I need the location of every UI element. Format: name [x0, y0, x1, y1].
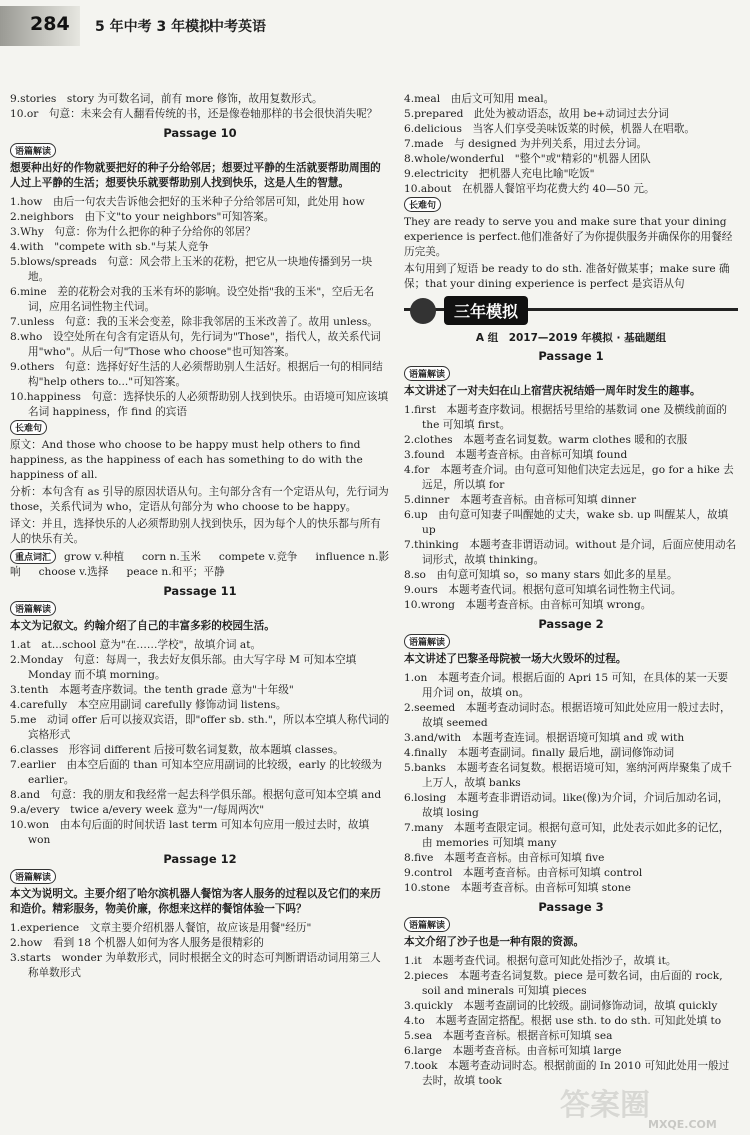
section-label: 语篇解读 — [10, 601, 56, 616]
passage-intro: 想要种出好的作物就要把好的种子分给邻居；想要过平静的生活就要帮助周围的人过上平静的生活；想要快乐就要帮助别人找到快乐，这是人生的智慧。 — [10, 162, 381, 189]
label-row — [10, 869, 390, 885]
vocab-word: compete v.竞争 — [218, 551, 298, 563]
passage-intro: 本文为说明文。主要介绍了哈尔滨机器人餐馆为客人服务的过程以及它们的来历和造价。精彩服务，物美价廉，你想来这样的餐馆体验一下吗？ — [10, 888, 381, 915]
note-text: 分析：本句含有 as 引导的原因状语从句。主句部分含有一个定语从句，先行词为 those，关系代词为 who，定语从句部分为 who choose to be happy。 — [10, 486, 389, 513]
answer-entry: 4.carefully 本空应用副词 carefully 修饰动词 listens。 — [10, 699, 287, 711]
group-title: A 组 2017—2019 年模拟 · 基础题组 — [475, 332, 667, 344]
answer-entry: 1.experience 文章主要介绍机器人餐馆，故应该是用餐"经历" — [10, 922, 312, 934]
answer-entry: 2.seemed 本题考查动词时态。根据语境可知此处应用一般过去时，故填 seemed — [404, 702, 731, 729]
subject-title: 中考英语 — [210, 19, 266, 35]
passage-title: Passage 11 — [163, 584, 237, 598]
answer-entry: 8.five 本题考查音标。由音标可知填 five — [404, 852, 605, 864]
passage-intro: 本文讲述了一对夫妇在山上宿营庆祝结婚一周年时发生的趣事。 — [404, 385, 701, 397]
passage-title: Passage 10 — [163, 126, 237, 140]
section-label: 语篇解读 — [10, 143, 56, 158]
vocab-word: influence n.影响 — [10, 551, 390, 578]
vocab-word: choose v.选择 — [38, 566, 109, 578]
vocab-word: peace n.和平；平静 — [126, 566, 225, 578]
answer-entry: 2.pieces 本题考查名词复数。piece 是可数名词，由后面的 rock, soil and minerals 可知填 pieces — [404, 970, 723, 997]
note-label: 长难句 — [10, 420, 47, 435]
answer-entry: 7.earlier 由本空后面的 than 可知本空应用副词的比较级，early 的比较级为 earlier。 — [10, 759, 383, 786]
note-text: They are ready to serve you and make sure that your dining experience is perfect.他们准备好了为你提供服务并确保你的用餐经历完美。 — [404, 216, 733, 258]
answer-entry: 10.about 在机器人餐馆平均花费大约 40—50 元。 — [404, 183, 655, 195]
note-label-row — [404, 197, 738, 213]
answer-entry: 1.first 本题考查序数词。根据括号里给的基数词 one 及横线前面的 the 可知填 first。 — [404, 404, 727, 431]
section-label: 语篇解读 — [404, 917, 450, 932]
answer-entry: 7.took 本题考查动词时态。根据前面的 In 2010 可知此处用一般过去时，故填 took — [404, 1060, 730, 1087]
answer-entry: 9.ours 本题考查代词。根据句意可知填名词性物主代词。 — [404, 584, 682, 596]
vocab-word: corn n.玉米 — [141, 551, 201, 563]
answer-entry: 4.meal 由后文可知用 meal。 — [404, 93, 555, 105]
section-banner — [404, 296, 738, 326]
answer-entry: 10.won 由本句后面的时间状语 last term 可知本句应用一般过去时，故填 won — [10, 819, 370, 846]
answer-entry: 3.tenth 本题考查序数词。the tenth grade 意为"十年级" — [10, 684, 294, 696]
answer-entry: 3.found 本题考查音标。由音标可知填 found — [404, 449, 628, 461]
answer-entry: 10.stone 本题考查音标。由音标可知填 stone — [404, 882, 631, 894]
answer-entry: 8.whole/wonderful "整个"或"精彩的"机器人团队 — [404, 153, 651, 165]
answer-entry: 9.stories story 为可数名词，前有 more 修饰，故用复数形式。 — [10, 93, 323, 105]
answer-entry: 5.prepared 此处为被动语态，故用 be+动词过去分词 — [404, 108, 669, 120]
answer-entry: 9.control 本题考查音标。由音标可知填 control — [404, 867, 643, 879]
answer-entry: 5.banks 本题考查名词复数。根据语境可知，塞纳河两岸聚集了成千上万人，故填 banks — [404, 762, 732, 789]
answer-entry: 1.how 由后一句农夫告诉他会把好的玉米种子分给邻居可知，此处用 how — [10, 196, 365, 208]
answer-entry: 7.thinking 本题考查非谓语动词。without 是介词，后面应使用动名词形式，故填 thinking。 — [404, 539, 737, 566]
answer-entry: 3.quickly 本题考查副词的比较级。副词修饰动词，故填 quickly — [404, 1000, 718, 1012]
answer-entry: 7.many 本题考查限定词。根据句意可知，此处表示如此多的记忆，由 memories 可知填 many — [404, 822, 730, 849]
vocab-label: 重点词汇 — [10, 549, 56, 564]
label-row — [10, 601, 390, 617]
banner-badge-icon — [410, 298, 436, 324]
passage-title: Passage 1 — [538, 349, 604, 363]
answer-entry: 9.others 句意：选择好好生活的人必须帮助别人生活好。根据后一句的相同结构"help others to..."可知答案。 — [10, 361, 383, 388]
note-text: 原文：And those who choose to be happy must help others to find happiness, as the happiness of each has something to do with the happiness of all. — [10, 439, 363, 481]
answer-entry: 2.how 看到 18 个机器人如何为客人服务是很精彩的 — [10, 937, 264, 949]
section-label: 语篇解读 — [404, 366, 450, 381]
note-label: 长难句 — [404, 197, 441, 212]
answer-entry: 8.so 由句意可知填 so，so many stars 如此多的星星。 — [404, 569, 678, 581]
answer-entry: 4.finally 本题考查副词。finally 最后地，副词修饰动词 — [404, 747, 675, 759]
answer-entry: 7.made 与 designed 为并列关系，用过去分词。 — [404, 138, 648, 150]
section-label: 语篇解读 — [10, 869, 56, 884]
answer-entry: 3.starts wonder 为单数形式，同时根据全文的时态可判断谓语动词用第三人称单数形式 — [10, 952, 381, 979]
answer-entry: 9.a/every twice a/every week 意为"一/每周两次" — [10, 804, 265, 816]
answer-entry: 10.wrong 本题考查音标。由音标可知填 wrong。 — [404, 599, 652, 611]
right-column — [404, 92, 738, 1089]
vocab-row — [10, 549, 390, 580]
passage-intro: 本文介绍了沙子也是一种有限的资源。 — [404, 936, 585, 948]
watermark-url: MXQE.COM — [648, 1118, 717, 1131]
answer-entry: 10.or 句意：未来会有人翻看传统的书，还是像卷轴那样的书会很快消失呢？ — [10, 108, 378, 120]
banner-title: 三年模拟 — [444, 296, 528, 325]
answer-entry: 4.with "compete with sb."与某人竞争 — [10, 241, 209, 253]
passage-title: Passage 2 — [538, 617, 604, 631]
answer-entry: 2.Monday 句意：每周一，我去好友俱乐部。由大写字母 M 可知本空填 Monday 而不填 morning。 — [10, 654, 357, 681]
passage-title: Passage 12 — [163, 852, 237, 866]
answer-entry: 5.sea 本题考查音标。根据音标可知填 sea — [404, 1030, 613, 1042]
note-text: 译文：并且，选择快乐的人必须帮助别人找到快乐，因为每个人的快乐都与所有人的快乐有关。 — [10, 518, 381, 545]
answer-entry: 6.losing 本题考查非谓语动词。like(像)为介词，介词后加动名词，故填 losing — [404, 792, 729, 819]
answer-entry: 6.classes 形容词 different 后接可数名词复数，故本题填 classes。 — [10, 744, 344, 756]
answer-entry: 10.happiness 句意：选择快乐的人必须帮助别人找到快乐。由语境可知应该填名词 happiness，作 find 的宾语 — [10, 391, 389, 418]
vocab-word: grow v.种植 — [64, 551, 124, 563]
label-row — [404, 634, 738, 650]
page-header — [0, 0, 750, 48]
series-title: 5 年中考 3 年模拟 — [95, 19, 214, 35]
answer-entry: 1.on 本题考查介词。根据后面的 Apri 15 可知，在具体的某一天要用介词 on，故填 on。 — [404, 672, 729, 699]
answer-entry: 3.and/with 本题考查连词。根据语境可知填 and 或 with — [404, 732, 685, 744]
answer-entry: 5.dinner 本题考查音标。由音标可知填 dinner — [404, 494, 637, 506]
answer-entry: 6.mine 差的花粉会对我的玉米有坏的影响。设空处指"我的玉米"，空后无名词，应用名词性物主代词。 — [10, 286, 375, 313]
note-text: 本句用到了短语 be ready to do sth. 准备好做某事；make sure 确保；that your dining experience is perfect 是宾语从句 — [404, 263, 730, 290]
answer-entry: 6.up 由句意可知妻子叫醒她的丈夫，wake sb. up 叫醒某人，故填 up — [404, 509, 729, 536]
answer-entry: 4.to 本题考查固定搭配。根据 use sth. to do sth. 可知此处填 to — [404, 1015, 722, 1027]
answer-entry: 9.electricity 把机器人充电比喻"吃饭" — [404, 168, 595, 180]
passage-intro: 本文讲述了巴黎圣母院被一场大火毁坏的过程。 — [404, 653, 627, 665]
answer-entry: 5.blows/spreads 句意：风会带上玉米的花粉，把它从一块地传播到另一块地。 — [10, 256, 373, 283]
note-label-row — [10, 420, 390, 436]
answer-entry: 6.large 本题考查音标。由音标可知填 large — [404, 1045, 622, 1057]
answer-entry: 2.neighbors 由下文"to your neighbors"可知答案。 — [10, 211, 275, 223]
answer-entry: 8.and 句意：我的朋友和我经常一起去科学俱乐部。根据句意可知本空填 and — [10, 789, 382, 801]
answer-entry: 5.me 动词 offer 后可以接双宾语，即"offer sb. sth."，所以本空填人称代词的宾格形式 — [10, 714, 390, 741]
answer-entry: 1.it 本题考查代词。根据句意可知此处指沙子，故填 it。 — [404, 955, 677, 967]
section-label: 语篇解读 — [404, 634, 450, 649]
answer-entry: 8.who 设空处所在句含有定语从句，先行词为"Those"，指代人，故关系代词用"who"。从后一句"Those who choose"也可知答案。 — [10, 331, 381, 358]
left-column — [10, 92, 390, 981]
answer-entry: 7.unless 句意：我的玉米会变差，除非我邻居的玉米改善了。故用 unless。 — [10, 316, 378, 328]
answer-entry: 3.Why 句意：你为什么把你的种子分给你的邻居？ — [10, 226, 256, 238]
label-row — [404, 366, 738, 382]
answer-entry: 4.for 本题考查介词。由句意可知他们决定去远足，go for a hike 去远足，所以填 for — [404, 464, 734, 491]
passage-title: Passage 3 — [538, 900, 604, 914]
watermark-logo: 答案圈 — [560, 1088, 650, 1123]
label-row — [404, 917, 738, 933]
answer-entry: 1.at at...school 意为"在……学校"，故填介词 at。 — [10, 639, 262, 651]
page-number: 284 — [30, 13, 70, 35]
passage-intro: 本文为记叙文。约翰介绍了自己的丰富多彩的校园生活。 — [10, 620, 275, 632]
answer-entry: 2.clothes 本题考查名词复数。warm clothes 暖和的衣服 — [404, 434, 688, 446]
answer-entry: 6.delicious 当客人们享受美味饭菜的时候，机器人在唱歌。 — [404, 123, 695, 135]
label-row — [10, 143, 390, 159]
